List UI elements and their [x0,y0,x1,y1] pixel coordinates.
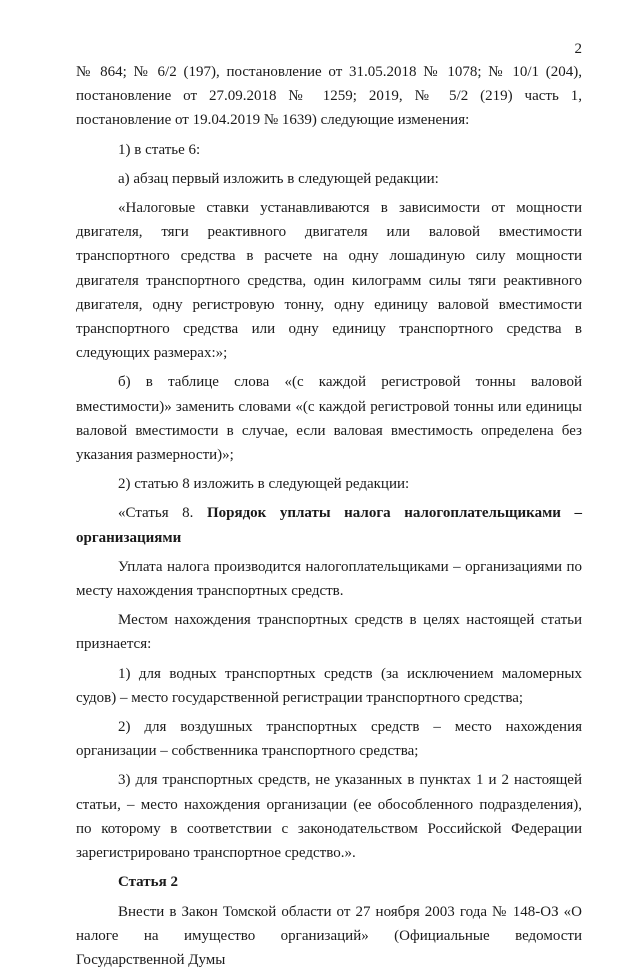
paragraph-location-definition: Местом нахождения транспортных средств в целях настоящей статьи признается: [76,608,582,656]
paragraph-subitem-b: б) в таблице слова «(с каждой регистровой тонны валовой вместимости)» заменить словами «(с каждой регистровой тонны или единицы валовой вместимости в случае, если валовая вместимость определена без указания размерности)»; [76,370,582,467]
article-8-number: «Статья 8. [118,505,193,521]
article-2-heading: Статья 2 [76,870,582,894]
paragraph-water-vehicles: 1) для водных транспортных средств (за исключением маломерных судов) – место государственной регистрации транспортного средства; [76,662,582,710]
paragraph-tax-payment: Уплата налога производится налогоплательщиками – организациями по месту нахождения транспортных средств. [76,555,582,603]
paragraph-amendment-sources: № 864; № 6/2 (197), постановление от 31.05.2018 № 1078; № 10/1 (204), постановление от 27.09.2018 № 1259; 2019, № 5/2 (219) часть 1, постановление от 19.04.2019 № 1639) следующие изменения: [76,60,582,133]
paragraph-article-8-heading [76,501,582,549]
page-number: 2 [575,40,583,58]
document-body [76,60,582,972]
paragraph-other-vehicles: 3) для транспортных средств, не указанных в пунктах 1 и 2 настоящей статьи, – место нахождения организации (ее обособленного подразделения), по которому в соответствии с законодательством Российской Федерации зарегистрировано транспортное средство.». [76,768,582,865]
article-8-title: Порядок уплаты налога налогоплательщиками – организациями [76,505,582,545]
paragraph-air-vehicles: 2) для воздушных транспортных средств – место нахождения организации – собственника транспортного средства; [76,715,582,763]
paragraph-article-8: 2) статью 8 изложить в следующей редакции: [76,472,582,496]
paragraph-tax-rates-quote: «Налоговые ставки устанавливаются в зависимости от мощности двигателя, тяги реактивного двигателя или валовой вместимости транспортного средства в расчете на одну лошадиную силу мощности двигателя транспортного средства, один килограмм силы тяги реактивного двигателя, одну регистровую тонну, одну единицу валовой вместимости транспортного средства или одну единицу транспортного средства в следующих размерах:»; [76,196,582,365]
paragraph-property-tax-law: Внести в Закон Томской области от 27 ноября 2003 года № 148-ОЗ «О налоге на имущество организаций» (Официальные ведомости Государственной Думы [76,900,582,972]
paragraph-subitem-a: а) абзац первый изложить в следующей редакции: [76,167,582,191]
paragraph-article-6: 1) в статье 6: [76,138,582,162]
